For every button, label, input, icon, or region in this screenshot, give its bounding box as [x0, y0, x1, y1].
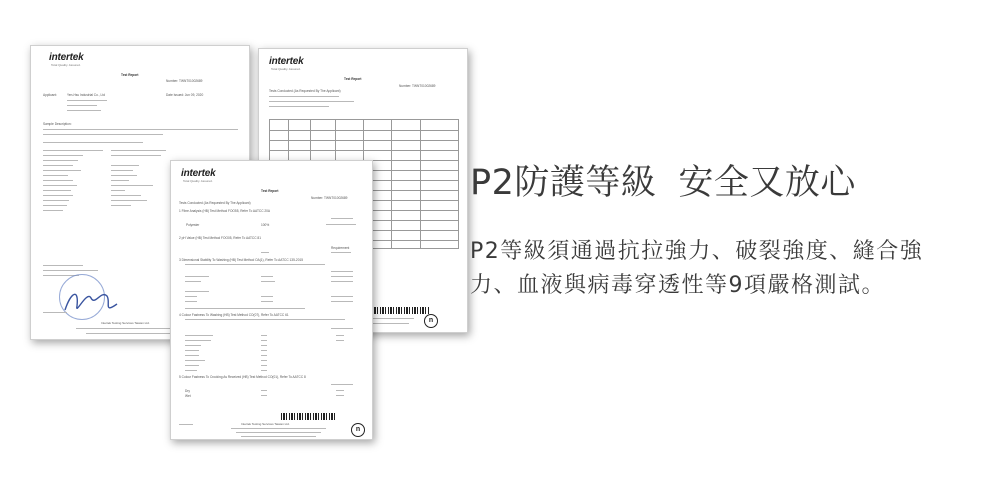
- test-report-page-3: [170, 160, 373, 440]
- report-title: Test Report: [344, 77, 362, 81]
- heading-tagline: 安全又放心: [678, 163, 856, 203]
- protection-level-description: P2等級須通過抗拉強力、破裂強度、縫合強力、血液與病毒穿透性等9項嚴格測試。: [470, 239, 924, 298]
- barcode: [281, 413, 336, 420]
- test-colour-fastness-washing: 4 Colour Fastness To Washing (HB) Test Method CO(07), Refer To AATCC 61: [179, 313, 289, 317]
- intertek-tagline: Total Quality. Assured.: [271, 67, 301, 71]
- signature: [61, 284, 121, 320]
- intertek-logo: intertek: [49, 52, 84, 63]
- polyester-value: 100%: [261, 223, 270, 227]
- tests-conducted: Tests Conducted (As Requested By The Applicant): [269, 89, 341, 93]
- report-number: Number: TWNT01002689: [399, 84, 436, 88]
- intertek-tagline: Total Quality. Assured.: [183, 179, 213, 183]
- intertek-tagline: Total Quality. Assured.: [51, 63, 81, 67]
- accreditation-mark: n: [351, 423, 365, 437]
- tests-conducted: Tests Conducted (As Requested By The Applicant): [179, 201, 251, 205]
- sample-label: Sample Description:: [43, 122, 72, 126]
- test-colour-fastness-crocking: 5 Colour Fastness To Crocking As Received (HB) Test Method CO(01), Refer To AATCC 8: [179, 375, 306, 379]
- polyester-label: Polyester: [186, 223, 200, 227]
- crocking-dry: Dry: [185, 389, 190, 393]
- crocking-wet: Wet: [185, 394, 191, 398]
- lab-name: Intertek Testing Services Taiwan Ltd.: [241, 422, 290, 426]
- requirement-label: Requirement: [331, 246, 350, 250]
- report-number: Number: TWNT01002689: [166, 79, 203, 83]
- report-title: Test Report: [261, 189, 279, 193]
- test-ph-value: 2 pH Value (HB) Test Method FOO05, Refer To AATCC 81: [179, 236, 261, 240]
- lab-name: Intertek Testing Services Taiwan Ltd.: [101, 321, 150, 325]
- applicant-label: Applicant:: [43, 93, 57, 97]
- report-number: Number: TWNT01002689: [311, 196, 348, 200]
- test-fibre-analysis: 1 Fibre Analysis (HB) Test Method FOO55, Refer To AATCC 20A: [179, 209, 271, 213]
- protection-level-heading: [470, 155, 990, 205]
- applicant-name: Yen-Hsu Industrial Co., Ltd: [67, 93, 105, 97]
- report-title: Test Report: [121, 73, 139, 77]
- test-dimensional-stability: 3 Dimensional Stability To Washing (HB) Test Method OA(1), Refer To AATCC 135-2015: [179, 258, 304, 262]
- barcode: [364, 307, 429, 314]
- date-issued: Date Issued: Jun 09, 2020: [166, 93, 204, 97]
- heading-level: P2防護等級: [470, 163, 657, 203]
- intertek-logo: intertek: [269, 56, 304, 67]
- accreditation-mark: n: [424, 314, 438, 328]
- intertek-logo: intertek: [181, 168, 216, 179]
